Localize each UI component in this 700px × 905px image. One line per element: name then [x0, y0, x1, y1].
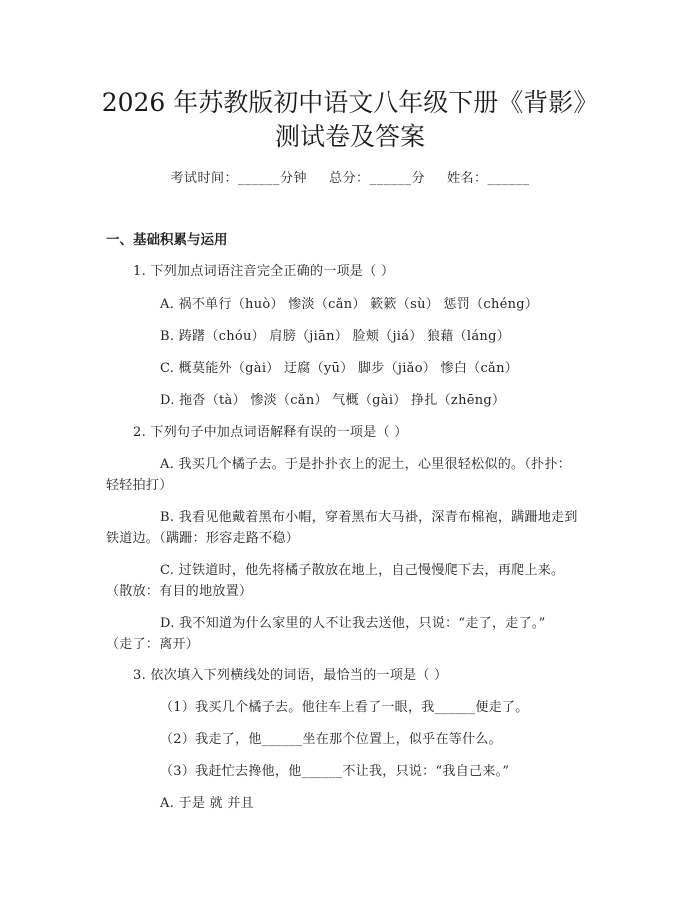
question-2-option-c-line2: （散放：有目的地放置）: [106, 584, 253, 599]
question-2-option-b-line1: B. 我看见他戴着黑布小帽，穿着黑布大马褂，深青布棉袍，蹒跚地走到: [160, 510, 578, 525]
question-2-stem: 2. 下列句子中加点词语解释有误的一项是（ ）: [133, 425, 408, 440]
question-2-option-d-line2: （走了：离开）: [106, 637, 200, 652]
question-3-stem: 3. 依次填入下列横线处的词语，最恰当的一项是（ ）: [133, 668, 448, 683]
question-2-option-a-line2: 轻轻拍打）: [106, 478, 173, 493]
question-3-sentence-1: （1）我买几个橘子去。他往车上看了一眼，我______便走了。: [160, 700, 529, 715]
question-3-sentence-2: （2）我走了，他______坐在那个位置上，似乎在等什么。: [160, 732, 502, 747]
exam-info: [0, 170, 700, 188]
exam-time: 考试时间：______分钟: [170, 171, 307, 186]
question-1-option-b: B. 踌躇（chóu） 肩膀（jiān） 脸颊（jiá） 狼藉（láng）: [160, 329, 511, 344]
question-2-option-a-line1: A. 我买几个橘子去。于是扑扑衣上的泥土，心里很轻松似的。（扑扑：: [160, 457, 572, 472]
question-2-option-d-line1: D. 我不知道为什么家里的人不让我去送他，只说：“走了，走了。”: [160, 616, 546, 631]
question-1-stem: 1. 下列加点词语注音完全正确的一项是（ ）: [133, 264, 395, 279]
question-2-option-c-line1: C. 过铁道时，他先将橘子散放在地上，自己慢慢爬下去，再爬上来。: [160, 563, 565, 578]
question-3-option-a: A. 于是 就 并且: [160, 796, 254, 811]
question-1-option-c: C. 概莫能外（gài） 迂腐（yū） 脚步（jiǎo） 惨白（cǎn）: [160, 361, 519, 376]
question-1-option-a: A. 祸不单行（huò） 惨淡（cǎn） 簌簌（sù） 惩罚（chéng）: [160, 297, 539, 312]
question-1-option-d: D. 拖沓（tà） 惨淡（cǎn） 气概（gài） 挣扎（zhēng）: [160, 393, 506, 408]
question-3-sentence-3: （3）我赶忙去搀他，他______不让我，只说：“我自己来。”: [160, 764, 510, 779]
page-title-line2: 测试卷及答案: [274, 122, 425, 151]
section-heading: 一、基础积累与运用: [106, 232, 228, 248]
page-title-line1: 2026 年苏教版初中语文八年级下册《背影》: [101, 88, 599, 117]
question-2-option-b-line2: 铁道边。（蹒跚：形容走路不稳）: [106, 531, 300, 546]
total-score: 总分：______分: [328, 171, 425, 186]
student-name: 姓名：______: [447, 171, 530, 186]
